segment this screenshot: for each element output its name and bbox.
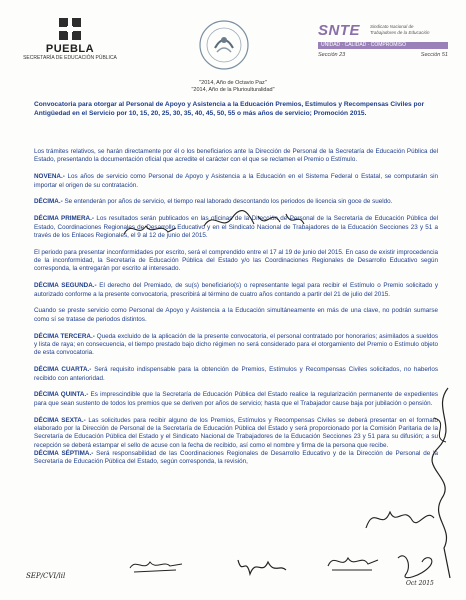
logo-name: PUEBLA [45, 43, 95, 55]
snte-logo [318, 22, 448, 58]
signature-mark [232, 552, 292, 582]
clause-label: DÉCIMA SEGUNDA.- [34, 282, 97, 290]
paragraph-text: Queda excluido de la aplicación de la presente convocatoria, el personal contratado por honorarios; asimilados a sueldos y lista de raya; en consecuencia, el tiempo prestado bajo dicho régimen no será considerado para el otorgamiento del Premio o Estímulo objeto de esta convocatoria. [34, 332, 438, 357]
signature-mark [322, 548, 382, 576]
paragraph [34, 173, 438, 190]
clause-label: DÉCIMA.- [34, 198, 63, 206]
year-mottos [0, 80, 466, 94]
section-51-label: Sección 51 [420, 52, 448, 58]
signature-mark [200, 206, 310, 236]
paragraph [34, 249, 438, 274]
paragraph [34, 391, 438, 408]
paragraph-text: El periodo para presentar inconformidades por escrito, será el comprendido entre el 17 al 19 de junio del 2015. En caso de existir improcedencia de la inconformidad, la Secretaría de Educación Pública del Estado y/o las Coordinaciones Regionales de Desarrollo Educativo según corresponda, la entregarán por escrito al interesado. [34, 248, 438, 273]
signature-mark [126, 554, 186, 576]
snte-motto-bar: UNIDAD · CALIDAD · COMPROMISO [318, 42, 448, 49]
paragraph [34, 333, 438, 358]
clause-label: DÉCIMA PRIMERA.- [34, 215, 94, 223]
snte-fullname: Sindicato Nacional de Trabajadores de la Educación [370, 24, 430, 35]
initials-reference: SEP/CVI/lil [26, 572, 66, 580]
clause-label: DÉCIMA CUARTA.- [34, 366, 92, 374]
paragraph-text: El derecho del Premiado, de su(s) beneficiario(s) o representante legal para recibir el Estímulo o Premio solicitado y autorizado conforme a la presente convocatoria, prescribirá al término de cuatro años contando a partir del 21 de julio del 2015. [34, 282, 438, 298]
paragraph-text: Es imprescindible que la Secretaría de Educación Pública del Estado realice la regularización permanente de expedientes para que sean sustento de todos los premios que se deriven por años de servicio; hasta que el Trabajador cause baja por jubilación o pensión. [34, 391, 438, 407]
signature-mark [120, 218, 180, 240]
motto-line: "2014, Año de Octavio Paz" [199, 80, 267, 86]
section-23-label: Sección 23 [318, 52, 346, 58]
snte-wordmark: SNTE [318, 22, 361, 39]
puebla-emblem-icon [57, 16, 83, 42]
paragraph-text: Los años de servicio como Personal de Apoyo y Asistencia a la Educación en el Sistema Federal o Estatal, se computarán sin importar el origen de su contratación. [34, 173, 439, 189]
signature-mark [392, 548, 442, 584]
document-title: Convocatoria para otorgar al Personal de Apoyo y Asistencia a la Educación Premios, Estímulos y Recompensas Civiles por Antigüedad en el Servicio por 10, 15, 20, 25, 30, 35, 40, 45, 50, 55 o más años de servicio; Promoción 2015. [34, 101, 425, 117]
paragraph [34, 417, 438, 450]
paragraph-text: Cuando se preste servicio como Personal de Apoyo y Asistencia a la Educación simultáneamente en más de una clave, no podrán sumarse como sí se tratase de periodos distintos. [34, 307, 438, 323]
clause-label: DÉCIMA QUINTA.- [34, 391, 89, 399]
paragraph-text: Los trámites relativos, se harán directamente por él o los beneficiarios ante la Dirección de Personal de la Secretaría de Educación Pública del Estado, presentando la documentación oficial que acredite el carácter con el que se reclamen el Premio o Estímulo. [34, 148, 438, 164]
logo-subtitle: SECRETARÍA DE EDUCACIÓN PÚBLICA [23, 55, 117, 61]
paragraph-text: Se entenderán por años de servicio, el tiempo real laborado descontando los periodos de licencia sin goce de sueldo. [64, 198, 393, 206]
clause-label: DÉCIMA SÉPTIMA.- [34, 449, 94, 457]
paragraph [34, 148, 438, 165]
paragraph-text: Será responsabilidad de las Coordinaciones Regionales de Desarrollo Educativo y de la Dirección de Personal de la Secretaría de Educación Pública del Estado, según corresponda, la revisión, [34, 449, 438, 466]
document-body [34, 148, 438, 475]
signature-date: Oct 2015 [406, 580, 434, 587]
commission-seal-icon [197, 18, 251, 72]
paragraph-text: Las solicitudes para recibir alguno de los Premios, Estímulos y Recompensas Civiles se deberá presentar en el formato elaborado por la Dirección de Personal de la Secretaría de Educación Pública del Estado y será proporcionado por la Comisión Paritaria de la Secretaría de Educación Pública del Estado y el Sindicato Nacional de Trabajadores de la Educación Secciones 23 y 51 para su difusión; a su recepción se deberá estampar el sello de acuse con la fecha de recibido, así como el nombre y firma de la persona que recibe. [34, 416, 438, 449]
paragraph [34, 366, 438, 383]
motto-line: "2014, Año de la Plurioulturalidad" [191, 87, 275, 93]
clause-label: DÉCIMA TERCERA.- [34, 332, 95, 340]
paragraph [34, 282, 438, 299]
clause-label: NOVENA.- [34, 173, 65, 181]
puebla-sep-logo [22, 16, 118, 61]
paragraph-text: Los resultados serán publicados en las oficinas de la Dirección de Personal de la Secretaría de Educación Pública del Estado, Coordinaciones Regionales de Desarrollo Educativo y en el Sindicato Nacional de Trabajadores de la Educación Secciones 23 y 51 a través de los Enlaces Regionales, el 9 al 12 de junio del 2015. [34, 215, 438, 239]
paragraph [34, 307, 438, 324]
paragraph [34, 450, 438, 467]
paragraph-text: Será requisito indispensable para la obtención de Premios, Estímulos y Recompensas Civiles solicitados, no haberlos recibido con anterioridad. [34, 366, 438, 382]
signature-mark [360, 498, 440, 538]
clause-label: DÉCIMA SEXTA.- [34, 416, 86, 424]
